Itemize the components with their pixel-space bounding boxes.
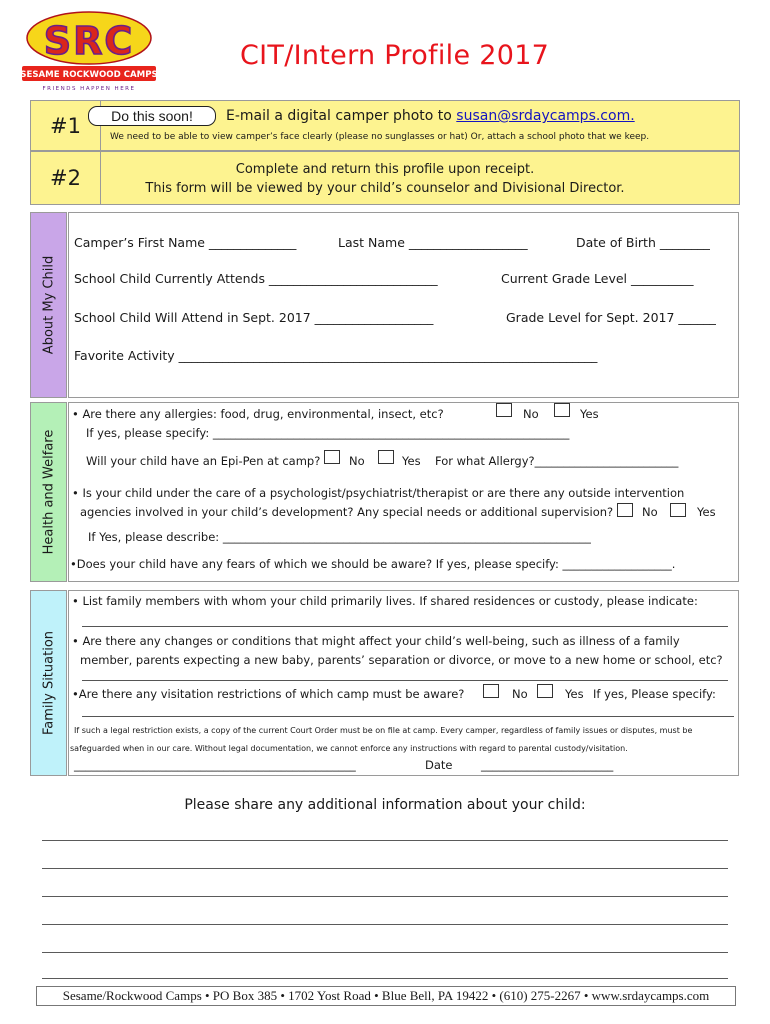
step2-number: #2 xyxy=(31,152,101,204)
signature-field[interactable]: _________________________________________________ xyxy=(74,758,356,772)
care-yes-label: Yes xyxy=(697,505,716,519)
changes-line[interactable] xyxy=(82,680,728,681)
visitation-yes-checkbox[interactable] xyxy=(537,684,553,698)
care-describe-field[interactable]: If Yes, please describe: ________________________________________________________________ xyxy=(88,530,591,544)
photo-note: We need to be able to view camper’s face clearly (please no sunglasses or hat) Or, attach a school photo that we keep. xyxy=(110,132,650,142)
changes-question-line1: • Are there any changes or conditions that might affect your child’s well-being, such as illness of a family xyxy=(72,634,680,648)
email-link[interactable]: susan@srdaycamps.com. xyxy=(456,108,635,124)
visitation-yes-label: Yes xyxy=(565,687,584,701)
logo-tagline: FRIENDS HAPPEN HERE xyxy=(42,86,136,92)
step2-row xyxy=(30,151,740,205)
allergy-no-checkbox[interactable] xyxy=(496,403,512,417)
date-field[interactable]: _______________________ xyxy=(481,758,614,772)
future-school-field[interactable]: School Child Will Attend in Sept. 2017 ___________________ xyxy=(74,310,434,325)
additional-line[interactable] xyxy=(42,868,728,869)
allergy-no-label: No xyxy=(523,407,539,421)
care-question-line2: agencies involved in your child’s development? Any special needs or additional supervision? xyxy=(80,505,614,519)
family-members-question: • List family members with whom your child primarily lives. If shared residences or custody, please indicate: xyxy=(72,594,698,608)
family-tab-label: Family Situation xyxy=(41,630,56,736)
health-tab xyxy=(30,402,67,582)
footer-address: Sesame/Rockwood Camps • PO Box 385 • 1702 Yost Road • Blue Bell, PA 19422 • (610) 275-2267 • www.srdaycamps.com xyxy=(36,986,736,1006)
current-grade-field[interactable]: Current Grade Level __________ xyxy=(501,271,694,286)
visitation-line[interactable] xyxy=(82,716,734,717)
health-tab-label: Health and Welfare xyxy=(41,429,56,555)
care-question-line1: • Is your child under the care of a psychologist/psychiatrist/therapist or are there any outside intervention xyxy=(72,486,685,500)
epipen-no-label: No xyxy=(349,454,365,468)
first-name-field[interactable]: Camper’s First Name ______________ xyxy=(74,235,297,250)
step2-line2: This form will be viewed by your child’s counselor and Divisional Director. xyxy=(145,181,625,196)
epipen-no-checkbox[interactable] xyxy=(324,450,340,464)
family-members-line[interactable] xyxy=(82,626,728,627)
date-of-birth-field[interactable]: Date of Birth ________ xyxy=(576,235,710,250)
date-label: Date xyxy=(425,758,453,772)
legal-note-line1: If such a legal restriction exists, a copy of the current Court Order must be on file at camp. Every camper, regardless of family issues or disputes, must be xyxy=(74,726,693,735)
visitation-specify-label: If yes, Please specify: xyxy=(593,687,716,701)
visitation-no-label: No xyxy=(512,687,528,701)
favorite-activity-field[interactable]: Favorite Activity ___________________________________________________________________ xyxy=(74,348,598,363)
allergy-yes-label: Yes xyxy=(580,407,599,421)
care-yes-checkbox[interactable] xyxy=(670,503,686,517)
last-name-field[interactable]: Last Name ___________________ xyxy=(338,235,528,250)
epipen-yes-label: Yes xyxy=(402,454,421,468)
logo-name: SESAME ROCKWOOD CAMPS xyxy=(20,70,158,80)
step2-line1: Complete and return this profile upon receipt. xyxy=(235,162,535,177)
allergy-specify-field[interactable]: If yes, please specify: ______________________________________________________________ xyxy=(86,426,570,440)
about-tab-label: About My Child xyxy=(41,255,56,355)
epipen-allergy-field[interactable]: For what Allergy?_________________________ xyxy=(435,454,679,468)
additional-line[interactable] xyxy=(42,896,728,897)
additional-info-heading: Please share any additional information about your child: xyxy=(184,797,586,813)
changes-question-line2: member, parents expecting a new baby, parents’ separation or divorce, or move to a new home or school, etc? xyxy=(80,653,723,667)
about-tab xyxy=(30,212,67,398)
allergy-question: • Are there any allergies: food, drug, environmental, insect, etc? xyxy=(72,407,444,421)
additional-line[interactable] xyxy=(42,840,728,841)
additional-line[interactable] xyxy=(42,952,728,953)
family-tab xyxy=(30,590,67,776)
allergy-yes-checkbox[interactable] xyxy=(554,403,570,417)
email-instruction-text: E-mail a digital camper photo to xyxy=(226,108,452,124)
do-this-soon-badge: Do this soon! xyxy=(88,106,216,126)
page-title: CIT/Intern Profile 2017 xyxy=(240,40,550,71)
care-no-checkbox[interactable] xyxy=(617,503,633,517)
visitation-no-checkbox[interactable] xyxy=(483,684,499,698)
step1-number: #1 xyxy=(31,101,101,150)
additional-line[interactable] xyxy=(42,924,728,925)
additional-line[interactable] xyxy=(42,978,728,979)
visitation-question: •Are there any visitation restrictions of which camp must be aware? xyxy=(72,687,465,701)
logo-initials: SRC xyxy=(43,19,135,63)
current-school-field[interactable]: School Child Currently Attends ___________________________ xyxy=(74,271,438,286)
legal-note-line2: safeguarded when in our care. Without legal documentation, we cannot enforce any instructions with regard to parental custody/visitation. xyxy=(70,744,628,753)
fears-field[interactable]: •Does your child have any fears of which we should be aware? If yes, please specify: ___________________. xyxy=(70,557,676,571)
epipen-question: Will your child have an Epi-Pen at camp? xyxy=(86,454,321,468)
epipen-yes-checkbox[interactable] xyxy=(378,450,394,464)
care-no-label: No xyxy=(642,505,658,519)
camp-logo xyxy=(14,10,164,96)
future-grade-field[interactable]: Grade Level for Sept. 2017 ______ xyxy=(506,310,716,325)
email-instruction xyxy=(226,108,635,124)
